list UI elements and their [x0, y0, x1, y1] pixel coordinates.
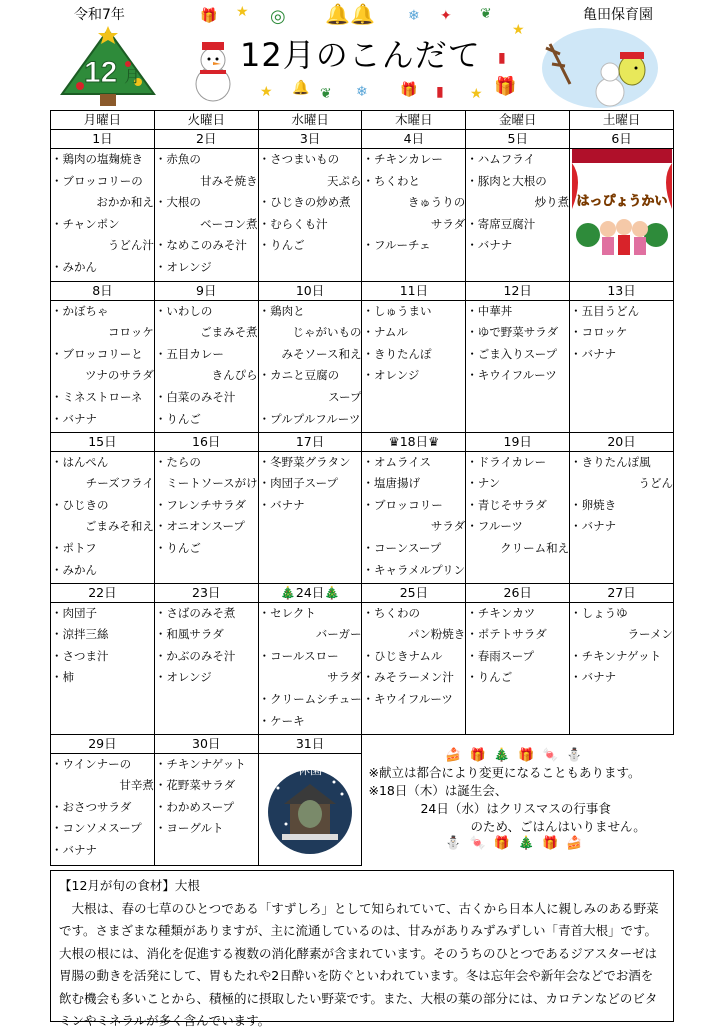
day-menu [362, 300, 466, 432]
seasonal-food-body: 大根は、春の七草のひとつである「すずしろ」として知られていて、古くから日本人に親しみのある野菜です。さまざまな種類がありますが、主に流通しているのは、甘みがありみずみずしい「青首大根」です。大根の根には、消化を促進する複数の消化酵素が含まれています。そのうちのひとつであるジアスターゼは胃腸の動きを活発にして、胃もたれや2日酔いを防ぐといわれています。冬は忘年会や新年会などでお酒を飲む機会も多いことから、積極的に摂取したい野菜です。また、大根の葉の部分には、カロテンなどのビタミンやミネラルが多く含んでいます。 [59, 900, 659, 1028]
date-row [51, 130, 674, 149]
menu-item: ・フルーチェ [362, 238, 431, 253]
menu-item: ・オニオンスープ [154, 519, 245, 534]
day-menu [570, 451, 674, 583]
menu-item: ・さつま汁 [51, 648, 109, 663]
note-line: ※献立は都合により変更になることもあります。 [368, 765, 641, 781]
weekday-header: 水曜日 [258, 111, 362, 130]
seasonal-food-box [50, 870, 674, 1028]
menu-item: ・りんご [154, 540, 201, 555]
day-menu [362, 451, 466, 583]
menu-item: サラダ [430, 216, 466, 231]
menu-item: ・鶏肉と [258, 303, 305, 318]
star-icon: ★ [260, 84, 273, 100]
menu-item: ・むらくも汁 [258, 216, 328, 231]
menu-item: 天ぷら [326, 173, 362, 188]
menu-item: ・五目カレー [154, 346, 224, 361]
date-row [51, 734, 674, 753]
recital-label: はっぴょうかい [576, 194, 668, 209]
menu-item: ・涼拌三絲 [51, 627, 109, 642]
day-menu [570, 300, 674, 432]
menu-item: ・五目うどん [570, 303, 640, 318]
wreath-icon: ◎ [270, 6, 286, 27]
menu-item: ・塩唐揚げ [362, 476, 420, 491]
menu-item: ・ゆで野菜サラダ [466, 325, 559, 340]
menu-item: ・肉団子スープ [258, 476, 339, 491]
day-label: 10日 [258, 281, 362, 300]
menu-item: ・ブロッコリーの [51, 173, 143, 188]
day-menu [154, 602, 258, 734]
day-label: 🎄24日🎄 [258, 583, 362, 602]
menu-item: ・キウイフルーツ [466, 368, 557, 383]
sock-icon: ▮ [436, 84, 444, 100]
menu-item: ・キャラメルプリン [362, 562, 466, 577]
menu-item: ・肉団子 [51, 605, 97, 620]
menu-item: ・チャンポン [51, 216, 120, 231]
day-label: 22日 [51, 583, 155, 602]
bell-icon: 🔔 [325, 2, 350, 26]
header [0, 0, 724, 110]
menu-item: ・さばのみそ煮 [154, 605, 236, 620]
day-menu [51, 149, 155, 282]
menu-item: ・鶏肉の塩麹焼き [51, 152, 143, 166]
menu-row [51, 451, 674, 583]
christmas-tree-icon [58, 24, 158, 114]
day-menu [466, 300, 570, 432]
menu-item: ・チキンカツ [466, 605, 536, 620]
note-line: ※18日（木）は誕生会、 [368, 783, 508, 799]
star-icon: ★ [236, 4, 249, 20]
decoration-row-top: 🍰🎁🎄🎁🍬⛄ [445, 748, 591, 764]
menu-item: ・りんご [466, 670, 513, 685]
menu-item: 炒り煮 [534, 195, 570, 210]
menu-item: ・おさつサラダ [51, 799, 132, 814]
menu-item: ・かぶのみそ汁 [154, 648, 236, 663]
day-label: 8日 [51, 281, 155, 300]
menu-item: ・キウイフルーツ [362, 691, 453, 706]
menu-item: ・春雨スープ [466, 648, 535, 663]
weekday-header: 火曜日 [154, 111, 258, 130]
sock-icon: ▮ [498, 50, 506, 66]
menu-item: ミートソースがけ [166, 476, 258, 491]
day-label: 29日 [51, 734, 155, 753]
menu-item: ・ひじきナムル [362, 648, 443, 663]
day-menu [258, 451, 362, 583]
day-label: 13日 [570, 281, 674, 300]
menu-item: コロッケ [108, 325, 154, 340]
menu-item: ・ナムル [362, 325, 408, 340]
weekday-row [51, 111, 674, 130]
present-icon: 🎁 [494, 76, 517, 97]
menu-item: 甘辛煮 [119, 778, 154, 793]
menu-row [51, 149, 674, 282]
menu-item: ・コーンスープ [362, 540, 442, 555]
menu-item: ・ポトフ [51, 540, 97, 555]
menu-item: ・しょうゆ [570, 605, 628, 620]
menu-item: サラダ [327, 670, 362, 685]
menu-item: ・かぼちゃ [51, 303, 109, 318]
closed-label: 休園 [298, 762, 323, 777]
month-badge-unit: 月 [124, 67, 141, 86]
holly-icon: ❦ [320, 86, 332, 102]
day-label: 17日 [258, 432, 362, 451]
present-icon: 🎁 [400, 82, 418, 98]
menu-item: ・ミネストローネ [51, 389, 143, 404]
day-menu [258, 149, 362, 282]
menu-item: ・りんご [154, 411, 201, 426]
menu-item: ・バナナ [51, 411, 97, 426]
snowman-icon [188, 40, 238, 108]
menu-item: ・みかん [51, 259, 97, 274]
menu-item: ・クリームシチュー [258, 691, 362, 706]
day-label: 15日 [51, 432, 155, 451]
day-menu [258, 300, 362, 432]
menu-item: ベーコン煮 [200, 216, 258, 231]
menu-item: うどん汁 [107, 238, 154, 253]
day-menu [51, 300, 155, 432]
day-label: 16日 [154, 432, 258, 451]
menu-item: ・プルプルフルーツ [258, 411, 361, 426]
menu-item: ・フレンチサラダ [154, 497, 246, 512]
menu-item: ・ドライカレー [466, 454, 547, 469]
menu-item: ・花野菜サラダ [154, 778, 236, 793]
date-row [51, 432, 674, 451]
menu-item: ・チキンナゲット [154, 756, 246, 771]
menu-item: チーズフライ [85, 476, 154, 491]
menu-item: クリーム和え [500, 540, 570, 555]
school-name: 亀田保育園 [583, 7, 653, 23]
menu-item: ・なめこのみそ汁 [154, 238, 247, 253]
day-menu [466, 149, 570, 282]
menu-item: ごまみそ和え [84, 519, 154, 534]
note-line: のため、ごはんはいりません。 [470, 819, 646, 835]
menu-item: ・コロッケ [570, 325, 628, 340]
snowflake-icon: ❄ [356, 84, 368, 100]
day-label: ♛18日♛ [362, 432, 466, 451]
day-label: 31日 [258, 734, 362, 753]
menu-item: ・ケーキ [258, 713, 305, 728]
menu-item: ・バナナ [570, 346, 617, 361]
menu-item: ・チキンカレー [362, 152, 443, 166]
menu-item: ・卵焼き [570, 497, 617, 512]
bell-icon: 🔔 [292, 80, 310, 96]
menu-row [51, 602, 674, 734]
menu-item: ・ハムフライ [466, 152, 535, 166]
menu-item: ・青じそサラダ [466, 497, 547, 512]
date-row [51, 583, 674, 602]
menu-item: ・バナナ [466, 238, 513, 253]
day-label: 9日 [154, 281, 258, 300]
day-menu [154, 451, 258, 583]
menu-item: ・ちくわと [362, 173, 420, 188]
menu-item: ・みそラーメン汁 [362, 670, 454, 685]
menu-item: ・オレンジ [362, 368, 420, 383]
menu-item: ・中華丼 [466, 303, 513, 318]
menu-item: ・バナナ [570, 519, 617, 534]
menu-item: おかか和え [96, 195, 154, 210]
day-label: 6日 [570, 130, 674, 149]
menu-item: みそソース和え [281, 346, 362, 361]
day-label: 19日 [466, 432, 570, 451]
menu-item: ・カニと豆腐の [258, 368, 340, 383]
day-menu [362, 602, 466, 734]
day-label: 25日 [362, 583, 466, 602]
closed-day [258, 753, 362, 866]
menu-item: ・柿 [51, 670, 74, 685]
menu-item: じゃがいもの [292, 325, 362, 340]
menu-item: ツナのサラダ [84, 368, 154, 383]
menu-item: ・冬野菜グラタン [258, 454, 351, 469]
day-menu [154, 300, 258, 432]
month-badge-number: 12 [84, 56, 118, 89]
day-label: 23日 [154, 583, 258, 602]
menu-item: ・ひじきの [51, 497, 109, 512]
day-label: 2日 [154, 130, 258, 149]
menu-row [51, 300, 674, 432]
menu-item: ・バナナ [570, 670, 617, 685]
day-label: 30日 [154, 734, 258, 753]
day-label: 26日 [466, 583, 570, 602]
menu-item: ・ヨーグルト [154, 821, 224, 836]
menu-item: ・りんご [258, 238, 305, 253]
notes-panel [362, 734, 674, 866]
menu-item: ・豚肉と大根の [466, 173, 547, 188]
menu-item: ・オレンジ [154, 670, 212, 685]
menu-item: きんぴら [211, 368, 258, 383]
menu-item: ・オレンジ [154, 259, 212, 274]
winter-scene-icon [540, 24, 660, 112]
menu-item: バーガー [315, 627, 362, 642]
menu-item: ・バナナ [51, 842, 97, 857]
date-row [51, 281, 674, 300]
day-label: 27日 [570, 583, 674, 602]
day-label: 11日 [362, 281, 466, 300]
menu-item: ・さつまいもの [258, 152, 340, 166]
day-label: 3日 [258, 130, 362, 149]
menu-item: ・ごま入りスープ [466, 346, 558, 361]
day-menu [154, 149, 258, 282]
day-menu [154, 753, 258, 866]
menu-item: 甘みそ焼き [200, 173, 258, 188]
menu-item: きゅうりの [407, 195, 466, 210]
menu-item: ・コンソメスープ [51, 821, 142, 836]
menu-item: サラダ [430, 519, 466, 534]
menu-item: うどん [638, 476, 673, 491]
menu-item: ・ポテトサラダ [466, 627, 547, 642]
menu-item: ・ウインナーの [51, 756, 132, 771]
menu-item: ・ナン [466, 476, 501, 491]
weekday-header: 土曜日 [570, 111, 674, 130]
menu-calendar [50, 110, 674, 866]
era-label: 令和7年 [74, 7, 125, 23]
menu-item: ・コールスロー [258, 648, 339, 663]
day-menu [51, 451, 155, 583]
day-label: 20日 [570, 432, 674, 451]
menu-item: ラーメン [627, 627, 673, 642]
weekday-header: 木曜日 [362, 111, 466, 130]
menu-item: ・たらの [154, 454, 201, 469]
day-menu [51, 602, 155, 734]
present-icon: 🎁 [200, 8, 218, 24]
day-menu [258, 602, 362, 734]
page-title: 12月のこんだて [240, 36, 481, 74]
menu-item: パン粉焼き [407, 627, 466, 642]
star-icon: ★ [470, 86, 483, 102]
weekday-header: 月曜日 [51, 111, 155, 130]
menu-item: ・オムライス [362, 454, 432, 469]
menu-item: スープ [328, 389, 362, 404]
menu-item: ・はんぺん [51, 454, 109, 469]
bell-icon: 🔔 [350, 2, 375, 26]
menu-item: ・大根の [154, 195, 201, 210]
menu-item: ・赤魚の [154, 152, 201, 166]
day-menu [362, 149, 466, 282]
menu-item: ・みかん [51, 562, 97, 577]
menu-item: ・白菜のみそ汁 [154, 389, 236, 404]
day-menu [466, 602, 570, 734]
weekday-header: 金曜日 [466, 111, 570, 130]
menu-item: ・チキンナゲット [570, 648, 662, 663]
menu-item: ・寄席豆腐汁 [466, 216, 536, 231]
day-label: 1日 [51, 130, 155, 149]
menu-item: ・ブロッコリー [362, 497, 443, 512]
menu-item: ・きりたんぽ風 [570, 454, 651, 469]
candy-icon: ✦ [440, 8, 452, 24]
menu-item: ・和風サラダ [154, 627, 224, 642]
day-menu [466, 451, 570, 583]
menu-item: ・わかめスープ [154, 799, 235, 814]
menu-item: ・しゅうまい [362, 303, 432, 318]
menu-item: ・ブロッコリーと [51, 346, 143, 361]
day-menu [51, 753, 155, 866]
day-menu [570, 602, 674, 734]
menu-item: ・いわしの [154, 303, 213, 318]
day-label: 4日 [362, 130, 466, 149]
recital-event [570, 149, 674, 282]
note-line: 24日（水）はクリスマスの行事食 [420, 801, 611, 817]
menu-item: ・ひじきの炒め煮 [258, 195, 351, 210]
menu-item: ・セレクト [258, 605, 316, 620]
snowflake-icon: ❄ [408, 8, 420, 24]
menu-item: ・フルーツ [466, 519, 523, 534]
day-label: 5日 [466, 130, 570, 149]
star-icon: ★ [512, 22, 525, 38]
decoration-row-bottom: ⛄🍬🎁🎄🎁🍰 [445, 836, 591, 852]
menu-item: ・バナナ [258, 497, 305, 512]
menu-item: ・きりたんぽ [362, 346, 432, 361]
menu-item: ・ちくわの [362, 605, 420, 620]
seasonal-food-title: 【12月が旬の食材】大根 [59, 878, 200, 893]
day-label: 12日 [466, 281, 570, 300]
holly-icon: ❦ [480, 6, 492, 22]
menu-item: ごまみそ煮 [200, 325, 258, 340]
